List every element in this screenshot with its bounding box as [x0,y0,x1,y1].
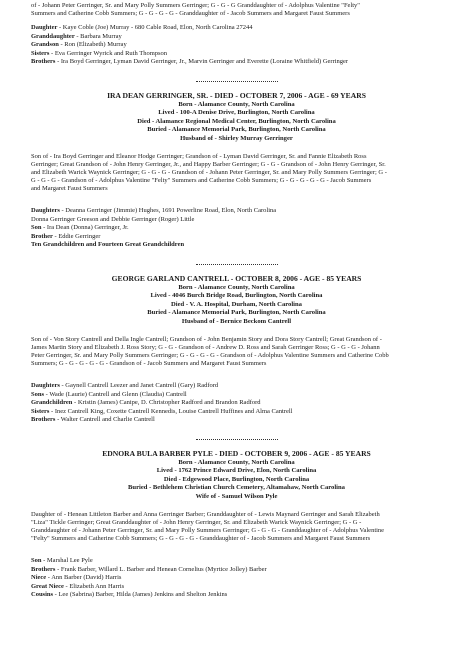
detail-line: Died - V. A. Hospital, Durham, North Carolina [171,300,302,308]
obituary-details [31,284,442,326]
paragraph-line: Gerringer; Great Grandson of - John Henry Gerringer, Jr., and Happy Barber Gerringer; G - G - Grandson of - John Henry Gerringer, Sr. [31,161,386,168]
relative-line: Great Niece - Elizabeth Ann Harris [31,582,125,590]
paragraph-line: Granddaughter of - Johann Peter Gerringer, Sr. and Mary Polly Summers Gerringer; G - G - G - Granddaughter of - Adolphus Valentine [31,527,385,534]
section-divider [31,81,442,82]
detail-line: Born - Alamance County, North Carolina [178,100,295,108]
relative-line: Cousins - Lee (Sabrina) Barber, Hilda (James) Jenkins and Shelton Jenkins [31,591,228,599]
paragraph-line: "Felty" Summers and Catherine Cobb Summers; G - G - G - G - Granddaughter of - Jacob Summers and Margaret Faust Summers [31,535,371,542]
relative-line: Ten Grandchildren and Fourteen Great Grandchildren [31,241,185,249]
detail-line: Born - Alamance County, North Carolina [178,283,295,291]
obituary-heading: IRA DEAN GERRINGER, SR. - DIED - OCTOBER 7, 2006 - AGE - 69 YEARS [107,90,366,100]
relative-label: Brothers [31,416,56,424]
obituary-details [31,101,442,143]
lineage-paragraph [31,511,442,543]
paragraph-line: "Liza" Tickle Gerringer; Great Granddaughter of - John Henry Gerringer, Sr. and Elizabeth Warick Waynick Gerringer; G - G - [31,519,362,526]
relative-label: Son [31,224,42,232]
paragraph-line: and Margaret Faust Summers [31,185,108,192]
paragraph-line: Summers; G - G - G - G - G - Grandson of - Jacob Summers and Margaret Faust Summers [31,360,267,367]
relative-label: Brothers [31,565,56,573]
obituary-heading: EDNORA BULA BARBER PYLE - DIED - OCTOBER 9, 2006 - AGE - 85 YEARS [102,448,371,458]
lineage-paragraph [31,153,442,193]
detail-line: Lived - 4046 Burch Bridge Road, Burlington, North Carolina [150,292,323,300]
relative-line: Sisters - Inez Cantrell King, Coxette Cantrell Kennedis, Louise Cantrell Huffines and Alma Cantrell [31,407,293,415]
relatives-list [31,24,442,67]
relatives-list [31,557,442,600]
paragraph-line: G - G - G - Grandson of - Adolphus Valentine "Felty" Summers and Catherine Cobb Summers; G - G - G - G - G - Jacob Summers [31,177,372,184]
relative-line: Son - Ira Dean (Donna) Gerringer, Jr. [31,224,129,232]
relatives-list [31,207,442,250]
detail-line: Lived - 1762 Prince Edward Drive, Elon, North Carolina [156,467,317,475]
relative-label: Daughters [31,382,60,389]
lineage-paragraph [31,336,442,368]
obituary-details [31,459,442,501]
relative-line: Daughters - Deanna Gerringer (Jimmie) Hughes, 1691 Powerline Road, Elon, North Carolina [31,207,277,214]
detail-line: Buried - Bethlehem Christian Church Cemetery, Altamahaw, North Carolina [128,484,345,492]
relative-line: Son - Marshal Lee Pyle [31,557,93,564]
detail-line: Husband of - Bernice Beckom Cantrell [181,317,292,325]
paragraph-line: Peter Gerringer, Sr. and Mary Polly Summers Gerringer; G - G - G - G - Grandson of - Adolphus Valentine Summers and Catherine Cobb [31,352,389,359]
paragraph-line: Son of - Ira Boyd Gerringer and Eleanor Hodge Gerringer; Grandson of - Lyman David Gerringer, Sr. and Fannie Elizabeth Ross [31,153,367,160]
relative-line: Brothers - Walter Cantrell and Charlie Cantrell [31,416,155,424]
relative-label: Great Niece [31,582,64,590]
section-divider [31,439,442,440]
relative-label: Cousins [31,591,54,599]
relative-label: Niece [31,574,47,582]
relative-line: Sisters - Eva Gerringer Wyrick and Ruth Thompson [31,49,168,57]
obituary-entry [31,274,442,425]
relative-label: Sisters [31,49,50,57]
relative-line: Grandchildren - Kristin (James) Canipe, D. Christopher Radford and Brandon Radford [31,399,261,407]
relative-line: Daughter - Kaye Coble (Joe) Murray - 680 Cable Road, Elon, North Carolina 27244 [31,24,253,31]
obituary-heading: GEORGE GARLAND CANTRELL - OCTOBER 8, 2006 - AGE - 85 YEARS [111,273,362,283]
paragraph-line: of - Johann Peter Gerringer, Sr. and Mary Polly Summers Gerringer; G - G - G Granddaughter of - Adolphus Valentine "Felty" [31,2,360,9]
relative-label: Grandson [31,41,59,49]
relative-label: Daughters [31,207,60,214]
detail-line: Died - Alamance Regional Medical Center, Burlington, North Carolina [137,117,336,125]
relative-label: Son [31,557,42,564]
obituary-entry [31,449,442,600]
relative-line: Brothers - Frank Barber, Willard L. Barber and Henean Cornelius (Myrtice Jolley) Barber [31,565,267,573]
paragraph-line: Summers and Catherine Cobb Summers; G - G - G - G - Granddaughter of - Jacob Summers and Margaret Faust Summers [31,10,350,17]
relatives-list [31,382,442,425]
detail-line: Buried - Alamance Memorial Park, Burlington, North Carolina [147,309,326,317]
relative-label: Sons [31,390,45,398]
relative-line: Niece - Ann Barber (David) Harris [31,574,122,582]
section-divider [31,264,442,265]
relative-line: Granddaughter - Barbara Murray [31,32,122,40]
relative-label: Daughter [31,24,58,31]
detail-line: Wife of - Samuel Wilson Pyle [195,492,278,500]
paragraph-line: Daughter of - Henean Littleton Barber and Anna Gerringer Barber; Granddaughter of - Lewis Maynard Gerringer and Sarah Elizabeth [31,511,380,518]
detail-line: Died - Edgewood Place, Burlington, North Carolina [163,475,310,483]
obituary-entry [31,91,442,250]
lineage-paragraph [31,2,442,18]
relative-line: Sons - Wade (Laurie) Cantrell and Glenn (Claudia) Cantrell [31,390,187,398]
detail-line: Born - Alamance County, North Carolina [178,458,295,466]
relative-label: Grandchildren [31,399,73,407]
detail-line: Buried - Alamance Memorial Park, Burlington, North Carolina [147,126,326,134]
previous-obituary-continuation [31,2,442,67]
relative-label: Brother [31,232,53,240]
detail-line: Lived - 100-A Denise Drive, Burlington, North Carolina [158,109,315,117]
relative-line: Grandson - Ron (Elizabeth) Murray [31,41,127,49]
relative-line: Donna Gerringer Greeson and Debbie Gerringer (Roger) Little [31,215,195,223]
relative-line: Brother - Eddie Gerringer [31,232,101,240]
relative-label: Brothers [31,58,56,66]
detail-line: Husband of - Shirley Murray Gerringer [180,134,293,142]
relative-line: Brothers - Ira Boyd Gerringer, Lyman David Gerringer, Jr., Marvin Gerringer and Everette (Loraine Whitfield) Gerringer [31,58,349,66]
paragraph-line: Son of - Von Story Cantrell and Della Ingle Cantrell; Grandson of - John Benjamin Story and Dora Story Cantrell; Great Grandson of - [31,336,382,343]
relative-line: Daughters - Gaynell Cantrell Leezer and Janet Cantrell (Gary) Radford [31,382,219,389]
paragraph-line: and Elizabeth Warick Waynick Gerringer; G - G - G - Grandson of - Johann Peter Gerringer, Sr. and Mary Polly Summers Gerringer; G - [31,169,387,176]
relative-label: Sisters [31,407,50,415]
relative-label: Granddaughter [31,32,75,40]
paragraph-line: James Martin Story and Elizabeth J. Ross Story; G - G - Grandson of - Andrew D. Ross and Sarah Gerringer Ross; G - G - G - Johann [31,344,380,351]
